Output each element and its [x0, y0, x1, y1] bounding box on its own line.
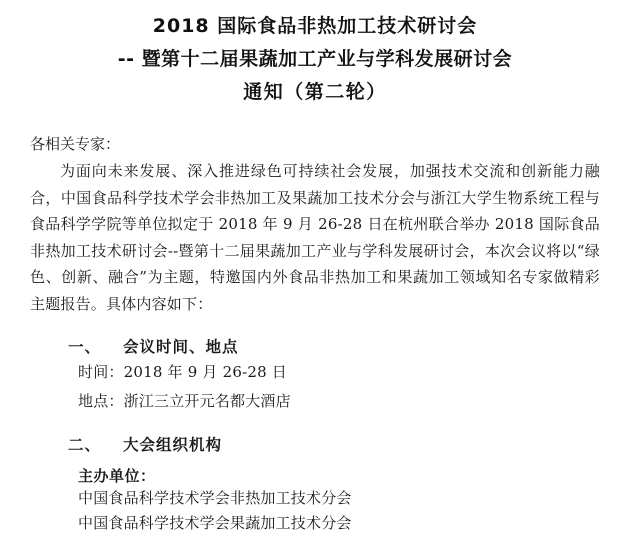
- section-title-1: 会议时间、地点: [123, 337, 239, 356]
- intro-paragraph: 为面向未来发展、深入推进绿色可持续社会发展，加强技术交流和创新能力融合，中国食品科学技术学会非热加工及果蔬加工技术分会与浙江大学生物系统工程与食品科学学院等单位拟定于 2018 年 9 月 26-28 日在杭州联合举办 2018 国际食品非热加工技术研讨会--暨第十二届果蔬加工产业与学科发展研讨会，本次会议将以“绿色、创新、融合”为主题，特邀国内外食品非热加工和果蔬加工领域知名专家做精彩主题报告。具体内容如下：: [30, 162, 600, 313]
- section-number-1: 一、: [68, 337, 102, 356]
- title-line-2: -- 暨第十二届果蔬加工产业与学科发展研讨会: [117, 48, 513, 70]
- section-2-sub-heading: 主办单位：: [78, 467, 156, 485]
- section-2-organization-2: 中国食品科学技术学会果蔬加工技术分会: [78, 514, 352, 532]
- section-1-detail-time: 时间：2018 年 9 月 26-28 日: [78, 363, 288, 381]
- document-title-block: [30, 10, 600, 109]
- section-number-2: 二、: [68, 435, 102, 454]
- salutation: 各相关专家：: [30, 135, 121, 153]
- section-title-2: 大会组织机构: [123, 435, 223, 454]
- section-heading-2: [68, 433, 600, 455]
- section-2-organization-1: 中国食品科学技术学会非热加工技术分会: [78, 489, 352, 507]
- title-line-3: 通知（第二轮）: [243, 81, 387, 103]
- section-heading-1: [68, 335, 600, 357]
- title-line-1: 2018 国际食品非热加工技术研讨会: [152, 15, 478, 37]
- section-1-detail-place: 地点：浙江三立开元名都大酒店: [78, 392, 291, 410]
